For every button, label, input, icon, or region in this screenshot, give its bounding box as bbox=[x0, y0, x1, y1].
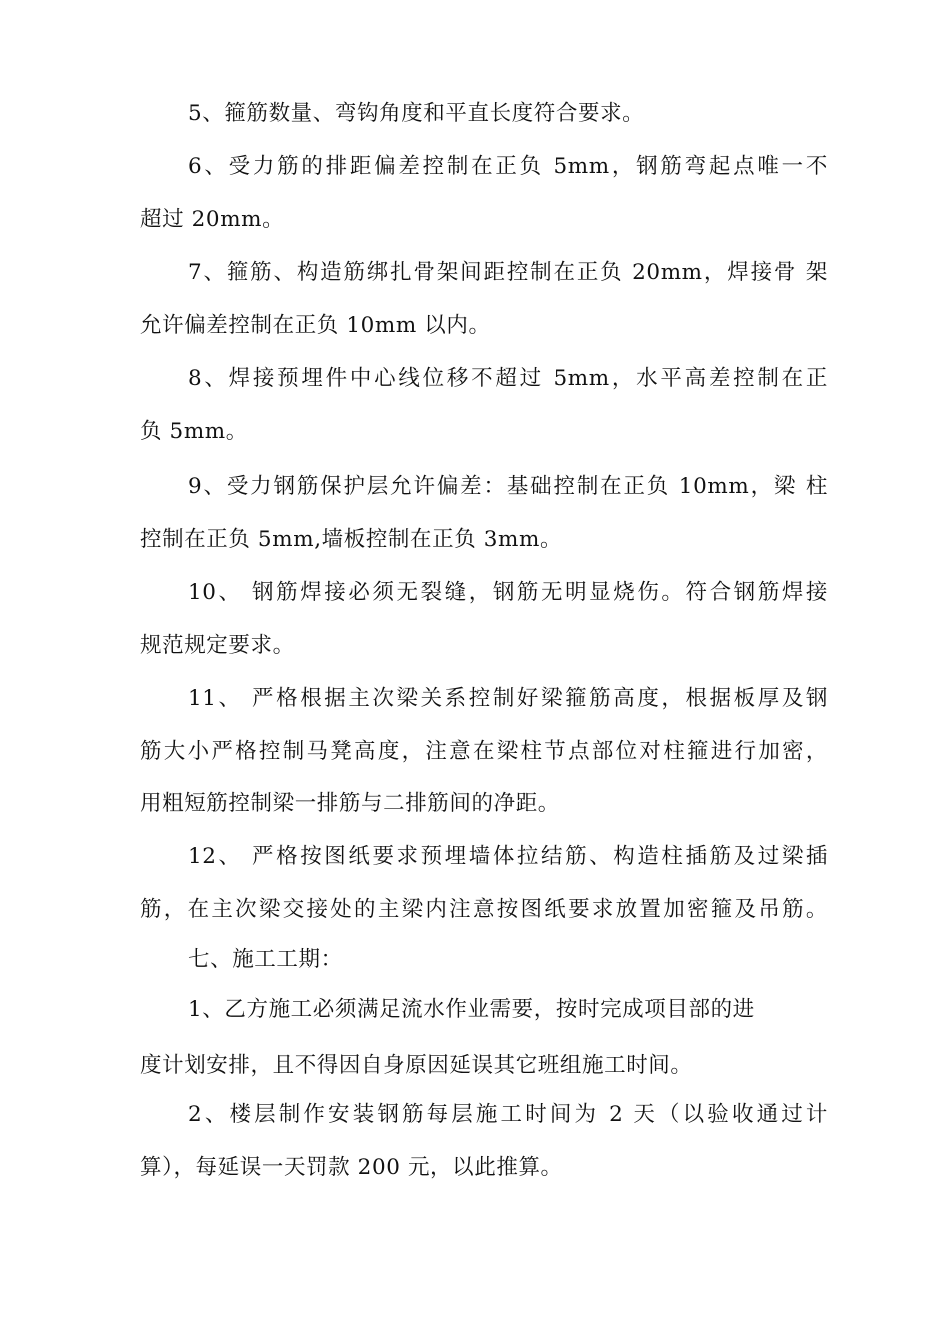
item-9-line-2: 控制在正负 5mm,墙板控制在正负 3mm。 bbox=[140, 527, 563, 552]
schedule-item-2-line-1: 2、楼层制作安装钢筋每层施工时间为 2 天（以验收通过计 bbox=[188, 1102, 828, 1127]
schedule-item-1-line-1: 1、乙方施工必须满足流水作业需要，按时完成项目部的进 bbox=[188, 997, 755, 1022]
item-9-line-1: 9、受力钢筋保护层允许偏差：基础控制在正负 10mm，梁 柱 bbox=[188, 474, 828, 499]
item-10-line-2: 规范规定要求。 bbox=[140, 633, 295, 658]
item-8-line-1: 8、焊接预埋件中心线位移不超过 5mm，水平高差控制在正 bbox=[188, 366, 828, 391]
section-7-heading: 七、施工工期： bbox=[188, 947, 343, 972]
item-5-line-1: 5、箍筋数量、弯钩角度和平直长度符合要求。 bbox=[188, 101, 645, 126]
schedule-item-2-line-2: 算），每延误一天罚款 200 元，以此推算。 bbox=[140, 1155, 563, 1180]
item-11-line-1: 11、 严格根据主次梁关系控制好梁箍筋高度，根据板厚及钢 bbox=[188, 686, 828, 711]
item-11-line-3: 用粗短筋控制梁一排筋与二排筋间的净距。 bbox=[140, 791, 560, 816]
item-11-line-2: 筋大小严格控制马凳高度，注意在梁柱节点部位对柱箍进行加密， bbox=[140, 739, 828, 764]
item-7-line-1: 7、箍筋、构造筋绑扎骨架间距控制在正负 20mm，焊接骨 架 bbox=[188, 260, 828, 285]
item-6-line-1: 6、受力筋的排距偏差控制在正负 5mm，钢筋弯起点唯一不 bbox=[188, 154, 828, 179]
item-10-line-1: 10、 钢筋焊接必须无裂缝，钢筋无明显烧伤。符合钢筋焊接 bbox=[188, 580, 828, 605]
item-7-line-2: 允许偏差控制在正负 10mm 以内。 bbox=[140, 313, 491, 338]
item-12-line-2: 筋，在主次梁交接处的主梁内注意按图纸要求放置加密箍及吊筋。 bbox=[140, 897, 828, 922]
item-12-line-1: 12、 严格按图纸要求预埋墙体拉结筋、构造柱插筋及过梁插 bbox=[188, 844, 828, 869]
schedule-item-1-line-2: 度计划安排，且不得因自身原因延误其它班组施工时间。 bbox=[140, 1053, 693, 1078]
item-6-line-2: 超过 20mm。 bbox=[140, 207, 285, 232]
item-8-line-2: 负 5mm。 bbox=[140, 419, 248, 444]
